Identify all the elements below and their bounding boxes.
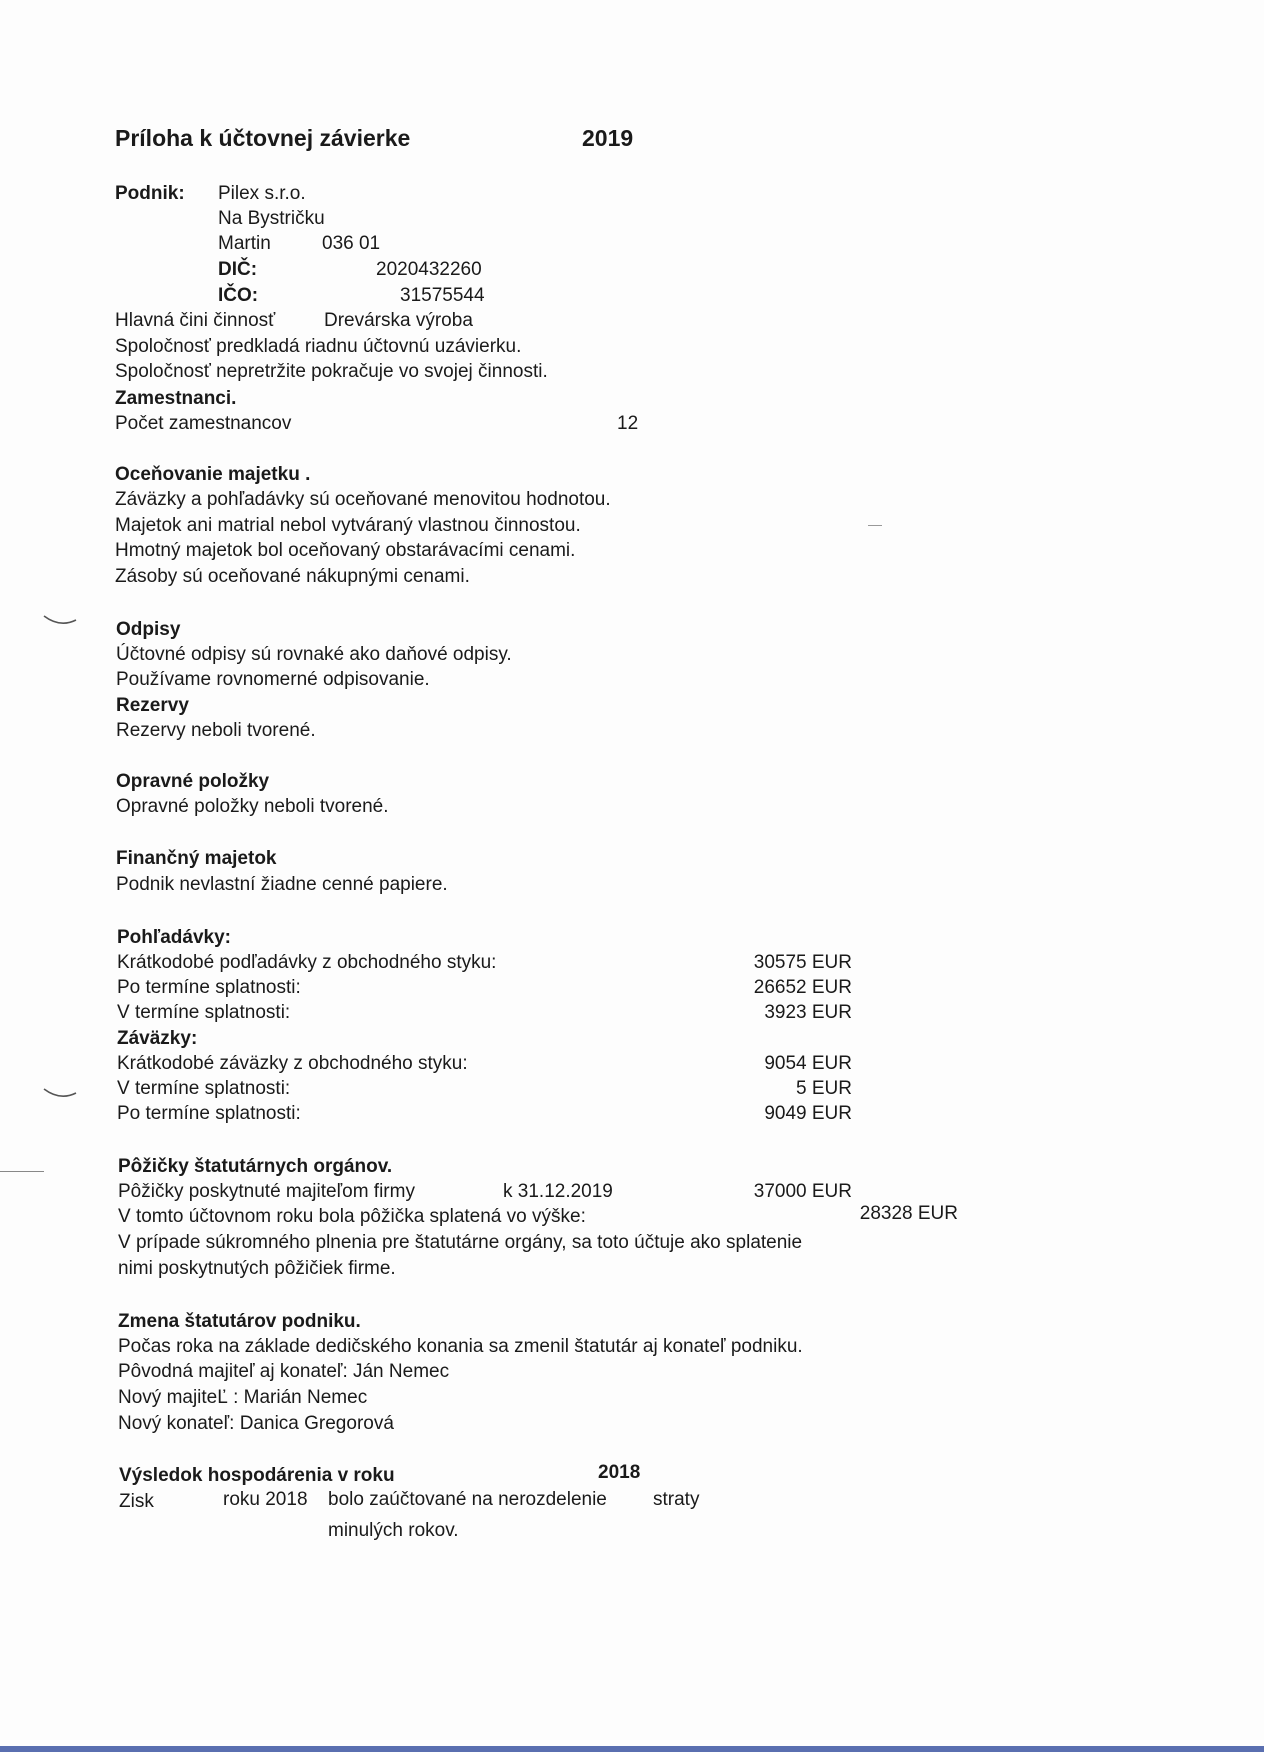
receivables-row-label: Po termíne splatnosti: [117, 977, 301, 998]
receivables-row-value: 26652 EUR [753, 977, 852, 998]
activity-label: Hlavná čini činnosť [115, 310, 276, 331]
company-label: Podnik: [115, 183, 185, 204]
result-word-profit: Zisk [119, 1491, 154, 1512]
liabilities-row-value: 5 EUR [796, 1078, 852, 1099]
result-word-years: minulých rokov. [328, 1520, 459, 1541]
dic-label: DIČ: [218, 259, 258, 280]
document-year: 2019 [582, 125, 634, 151]
financial-line: Podnik nevlastní žiadne cenné papiere. [116, 874, 448, 895]
result-year: 2018 [598, 1462, 641, 1483]
liabilities-row-label: Krátkodobé záväzky z obchodného styku: [117, 1053, 468, 1074]
receivables-row-label: V termíne splatnosti: [117, 1002, 291, 1023]
result-heading: Výsledok hospodárenia v roku [119, 1465, 395, 1486]
depreciation-line-1: Účtovné odpisy sú rovnaké ako daňové odpisy. [116, 644, 512, 665]
result-word-booked: bolo zaúčtované na nerozdelenie [328, 1489, 607, 1510]
ico-label: IČO: [218, 285, 259, 306]
dic-value: 2020432260 [376, 259, 482, 280]
loans-row-1-value: 37000 EUR [753, 1181, 852, 1202]
financial-heading: Finančný majetok [116, 848, 277, 869]
valuation-line-4: Zásoby sú oceňované nákupnými cenami. [115, 566, 470, 587]
reserves-line: Rezervy neboli tvorené. [116, 720, 316, 741]
change-line-3: Nový majiteĽ : Marián Nemec [118, 1387, 368, 1408]
scan-mark-top [40, 612, 80, 632]
change-line-1: Počas roka na základe dedičského konania sa zmenil štatutár aj konateľ podniku. [118, 1336, 803, 1357]
employees-count: 12 [617, 413, 639, 434]
company-postcode: 036 01 [322, 233, 381, 254]
loans-row-2-value: 28328 EUR [859, 1203, 958, 1224]
scan-edge-line [0, 1171, 44, 1172]
loans-row-2-label: V tomto účtovnom roku bola pôžička splatená vo výške: [118, 1206, 586, 1227]
loans-heading: Pôžičky štatutárnych orgánov. [118, 1156, 393, 1177]
scan-bottom-edge [0, 1746, 1264, 1752]
activity-value: Drevárska výroba [324, 310, 473, 331]
valuation-line-1: Záväzky a pohľadávky sú oceňované menovitou hodnotou. [115, 489, 611, 510]
employees-heading: Zamestnanci. [115, 388, 237, 409]
loans-row-1-label: Pôžičky poskytnuté majiteľom firmy [118, 1181, 415, 1202]
receivables-row-value: 30575 EUR [753, 952, 852, 973]
liabilities-heading: Záväzky: [117, 1028, 198, 1049]
valuation-line-2: Majetok ani matrial nebol vytváraný vlastnou činnostou. [115, 515, 581, 536]
loans-row-1-date: k 31.12.2019 [503, 1181, 613, 1202]
scan-mark-bottom [40, 1085, 80, 1105]
liabilities-row-value: 9054 EUR [764, 1053, 852, 1074]
liabilities-row-label: Po termíne splatnosti: [117, 1103, 301, 1124]
loans-note-1: V prípade súkromného plnenia pre štatutárne orgány, sa toto účtuje ako splatenie [118, 1232, 803, 1253]
employees-label: Počet zamestnancov [115, 413, 292, 434]
change-heading: Zmena štatutárov podniku. [118, 1311, 361, 1332]
company-name: Pilex s.r.o. [218, 183, 306, 204]
receivables-row-value: 3923 EUR [764, 1002, 852, 1023]
loans-note-2: nimi poskytnutých pôžičiek firme. [118, 1258, 396, 1279]
liabilities-row-value: 9049 EUR [764, 1103, 852, 1124]
company-line-2: Spoločnosť nepretržite pokračuje vo svojej činnosti. [115, 361, 548, 382]
company-city: Martin [218, 233, 271, 254]
document-title: Príloha k účtovnej závierke [115, 125, 411, 151]
result-word-loss: straty [653, 1489, 700, 1510]
valuation-heading: Oceňovanie majetku . [115, 464, 311, 485]
liabilities-row-label: V termíne splatnosti: [117, 1078, 291, 1099]
depreciation-line-2: Používame rovnomerné odpisovanie. [116, 669, 430, 690]
result-word-year: roku 2018 [223, 1489, 308, 1510]
receivables-heading: Pohľadávky: [117, 927, 231, 948]
change-line-2: Pôvodná majiteľ aj konateľ: Ján Nemec [118, 1361, 450, 1382]
change-line-4: Nový konateľ: Danica Gregorová [118, 1413, 394, 1434]
company-line-1: Spoločnosť predkladá riadnu účtovnú uzávierku. [115, 336, 522, 357]
scan-dash [868, 525, 882, 526]
ico-value: 31575544 [400, 285, 485, 306]
adjustments-heading: Opravné položky [116, 771, 270, 792]
reserves-heading: Rezervy [116, 695, 189, 716]
valuation-line-3: Hmotný majetok bol oceňovaný obstarávacími cenami. [115, 540, 576, 561]
adjustments-line: Opravné položky neboli tvorené. [116, 796, 389, 817]
depreciation-heading: Odpisy [116, 619, 181, 640]
receivables-row-label: Krátkodobé podľadávky z obchodného styku: [117, 952, 497, 973]
company-street: Na Bystričku [218, 208, 325, 229]
